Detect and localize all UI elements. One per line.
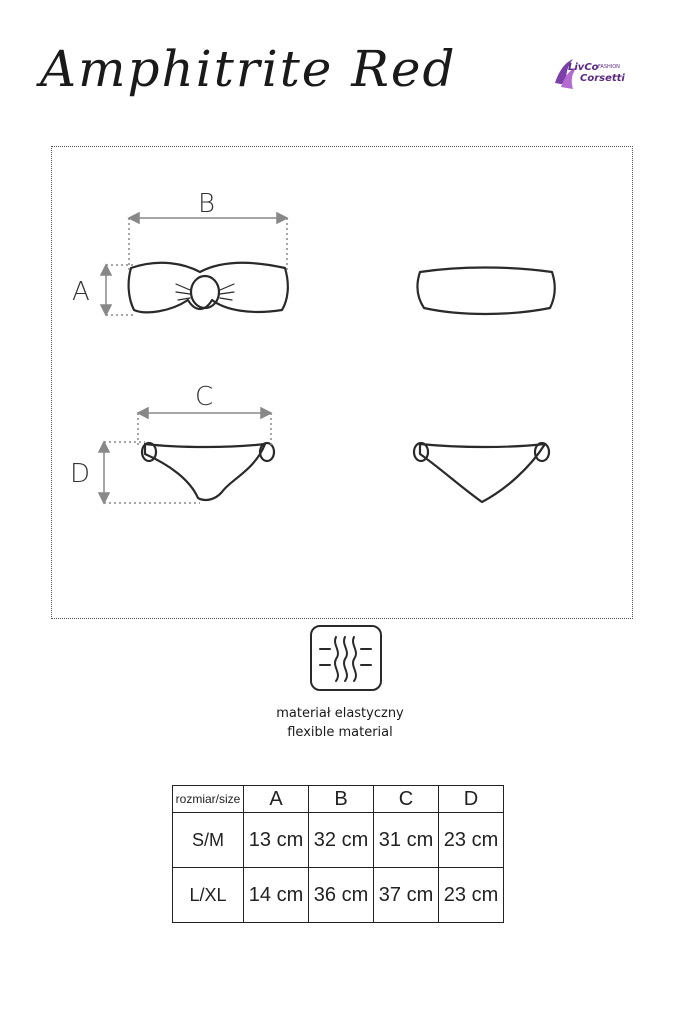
size-table-header bbox=[173, 786, 504, 813]
size-value: 31 cm bbox=[374, 813, 439, 868]
size-table-col-a: A bbox=[244, 786, 309, 813]
dimension-label-a: A bbox=[72, 277, 90, 307]
size-table-col-b: B bbox=[309, 786, 374, 813]
size-value: 13 cm bbox=[244, 813, 309, 868]
size-value: 36 cm bbox=[309, 868, 374, 923]
brand-logo-line3: Corsetti bbox=[580, 73, 625, 84]
size-value: 23 cm bbox=[439, 813, 504, 868]
size-value: 23 cm bbox=[439, 868, 504, 923]
size-value: 37 cm bbox=[374, 868, 439, 923]
size-value: 14 cm bbox=[244, 868, 309, 923]
brief-back-right-ring bbox=[535, 443, 549, 461]
stretch-fabric-icon bbox=[310, 625, 382, 691]
table-row bbox=[173, 868, 504, 923]
bandeau-back-outline bbox=[417, 268, 554, 315]
bandeau-ring bbox=[191, 276, 219, 308]
dimension-label-b: B bbox=[198, 189, 216, 219]
brief-back-outline bbox=[420, 444, 545, 502]
size-value: 32 cm bbox=[309, 813, 374, 868]
product-title: Amphitrite Red bbox=[40, 40, 457, 98]
size-table-corner: rozmiar/size bbox=[173, 786, 244, 813]
material-label-en: flexible material bbox=[287, 725, 393, 740]
bandeau-front-outline bbox=[129, 263, 288, 313]
table-row bbox=[173, 813, 504, 868]
size-table-col-d: D bbox=[439, 786, 504, 813]
size-table bbox=[172, 785, 504, 923]
size-table-col-c: C bbox=[374, 786, 439, 813]
brief-front-outline bbox=[145, 444, 265, 500]
brand-logo-line2: FASHION bbox=[598, 64, 620, 70]
size-label: L/XL bbox=[173, 868, 244, 923]
dimension-label-d: D bbox=[70, 459, 91, 489]
dimension-label-c: C bbox=[195, 382, 214, 412]
size-label: S/M bbox=[173, 813, 244, 868]
material-label-pl: materiał elastyczny bbox=[276, 706, 404, 721]
brand-logo-line1: LivCo bbox=[568, 62, 599, 73]
